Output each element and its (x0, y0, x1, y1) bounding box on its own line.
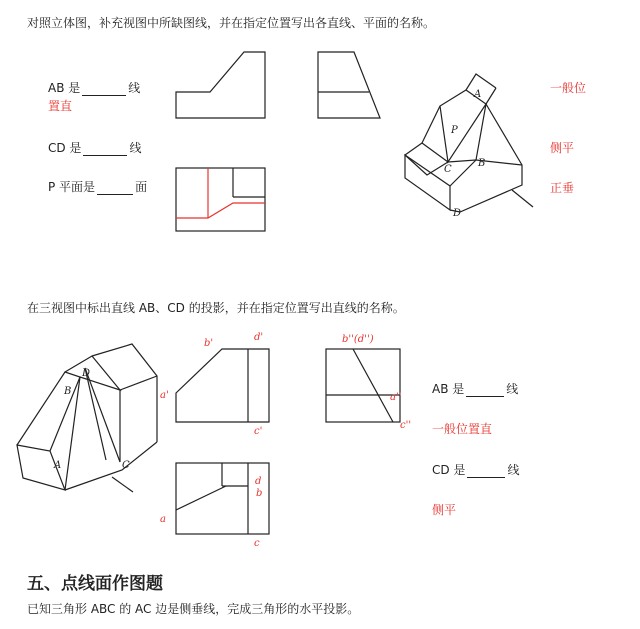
s1-label-d: D (453, 208, 462, 219)
s1-top-view (176, 168, 265, 231)
s2-label-a3: a (160, 514, 166, 525)
q2-ab-suffix: 线 (506, 382, 519, 396)
s1-side-view (318, 52, 380, 118)
s2-isometric (17, 344, 157, 492)
s2-label-d: D (82, 368, 91, 379)
s2-iso-labels (53, 368, 130, 471)
s2-label-c2: c'' (400, 420, 412, 431)
q1-ab-answer-a: 一般位 (550, 81, 587, 95)
section1-instruction: 对照立体图，补充视图中所缺图线，并在指定位置写出各直线、平面的名称。 (27, 16, 436, 30)
s2-label-d1: d' (254, 332, 264, 343)
s1-label-c: C (444, 164, 452, 175)
q2-ab-answer: 一般位置直 (432, 422, 493, 436)
s2-label-c: C (122, 460, 130, 471)
q1-cd-answer: 侧平 (550, 141, 575, 155)
s1-label-p: P (451, 125, 458, 136)
s2-label-a1: a' (160, 390, 169, 401)
s2-proj-labels (160, 332, 411, 549)
q1-p-answer: 正垂 (550, 181, 575, 195)
s2-front-view (176, 349, 269, 422)
s2-side-view (326, 349, 400, 422)
s2-label-c3: c (254, 538, 260, 549)
q1-ab-suffix: 线 (128, 81, 141, 95)
s2-label-a2: a'' (390, 392, 402, 403)
s1-front-view (176, 52, 265, 118)
s1-label-a: A (474, 89, 482, 100)
s2-label-b: B (64, 386, 72, 397)
section2-instruction: 在三视图中标出直线 AB、CD 的投影，并在指定位置写出直线的名称。 (27, 301, 405, 315)
section5-instruction: 已知三角形 ABC 的 AC 边是侧垂线，完成三角形的水平投影。 (27, 602, 360, 616)
s2-label-b1: b' (204, 338, 214, 349)
s2-label-a: A (54, 460, 62, 471)
s1-label-b: B (478, 158, 486, 169)
s2-label-b3: b (256, 488, 263, 499)
q2-cd-prefix: CD 是 (432, 463, 466, 477)
s2-label-d3: d (255, 476, 262, 487)
s2-label-c1: c' (254, 426, 263, 437)
s2-label-bd2: b''(d'') (342, 334, 374, 345)
q1-p-prefix: P 平面是 (48, 180, 96, 194)
q2-ab-prefix: AB 是 (432, 382, 465, 396)
q1-p-suffix: 面 (135, 180, 148, 194)
q1-cd-prefix: CD 是 (48, 141, 82, 155)
q1-ab-answer-b: 置直 (48, 99, 73, 113)
q2-cd-suffix: 线 (507, 463, 520, 477)
section5-heading: 五、点线面作图题 (27, 574, 163, 594)
q1-cd-suffix: 线 (129, 141, 142, 155)
q1-ab-prefix: AB 是 (48, 81, 81, 95)
q2-cd-answer: 侧平 (432, 503, 457, 517)
s1-isometric (405, 74, 533, 212)
